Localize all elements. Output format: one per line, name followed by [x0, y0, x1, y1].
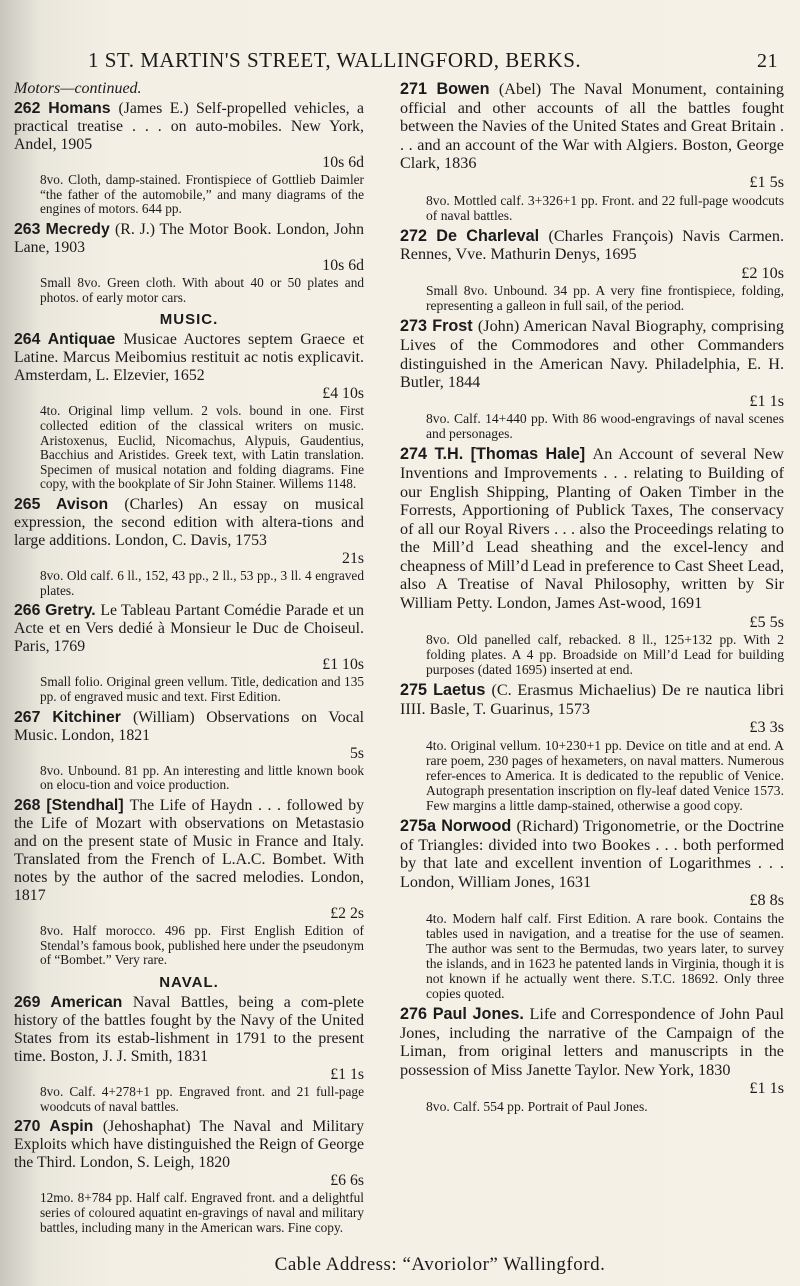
- entry-title: [400, 1005, 784, 1098]
- catalogue-entry: [14, 994, 364, 1114]
- entry-description: 4to. Original limp vellum. 2 vols. bound in one. First collected edition of the classical writers on music. Aristoxenus, Euclid, Nicomachus, Alypuis, Gaudentius, Bacchius and Aristides. Greek text, with Latin translation. Specimen of musical notation and folding diagrams. Fine copy, with the bookplate of Sir John Stainer. Willems 1148.: [40, 403, 364, 492]
- entry-title: [400, 681, 784, 737]
- entry-text: Musicae Auctores septem Graece et Latine. Marcus Meibomius restituit ac notis explicavit. Amsterdam, L. Elzevier, 1652: [14, 331, 364, 385]
- entry-description: 8vo. Unbound. 81 pp. An interesting and little known book on elocu-tion and voice production.: [40, 762, 364, 793]
- catalogue-entry: [400, 317, 784, 441]
- entry-description: Small 8vo. Unbound. 34 pp. A very fine frontispiece, folding, representing a galleon in full sail, of the period.: [426, 283, 784, 314]
- entry-text: (Abel) The Naval Monument, containing official and other accounts of all the battles fought between the Navies of the United States and Great Britain . . . and an account of the War with Algiers. Boston, George Clark, 1836: [400, 80, 784, 173]
- page-header: [88, 48, 778, 73]
- entries-naval: [14, 994, 364, 1235]
- entry-title: [400, 445, 784, 631]
- entry-author: Laetus: [433, 681, 492, 700]
- entry-author: Gretry.: [45, 602, 101, 620]
- entry-description: 12mo. 8+784 pp. Half calf. Engraved front. and a delightful series of coloured aquatint en-gravings of naval and military battles, including many in the American wars. Fine copy.: [40, 1190, 364, 1235]
- entry-text: (Jehoshaphat) The Naval and Military Exploits which have distinguished the Reign of George the Third. London, S. Leigh, 1820: [14, 1118, 364, 1172]
- entry-number: 271: [400, 80, 437, 98]
- entry-number: 263: [14, 220, 46, 238]
- catalogue-entry: [14, 709, 364, 793]
- entry-author: Avison: [56, 496, 125, 514]
- entry-author: Mecredy: [45, 220, 116, 238]
- entry-number: 265: [14, 496, 57, 514]
- entry-title: [14, 709, 364, 763]
- entry-title: [14, 100, 364, 172]
- entries-music: [14, 331, 364, 968]
- catalogue-entry: [14, 1118, 364, 1235]
- entry-author: Bowen: [436, 80, 499, 98]
- entry-description: 8vo. Calf. 14+440 pp. With 86 wood-engravings of naval scenes and personages.: [426, 411, 784, 442]
- entry-title: [14, 602, 364, 674]
- entries-motors: [14, 100, 364, 305]
- entry-price: 21s: [342, 550, 364, 568]
- entry-text: (James E.) Self-propelled vehicles, a practical treatise . . . on auto-mobiles. New York, Andel, 1905: [14, 100, 364, 154]
- entry-price: 10s 6d: [322, 256, 364, 274]
- entry-description: 4to. Modern half calf. First Edition. A rare book. Contains the tables used in navigation, and a treatise for the use of seamen. The author was sent to the Bermudas, two years later, to survey the islands, and in 1623 he patented lands in Virginia, though it is not known if he actually went there. S.T.C. 18692. Only three copies quoted.: [426, 911, 784, 1001]
- entry-price: £1 1s: [749, 391, 784, 410]
- entry-title: [14, 994, 364, 1084]
- entry-description: Small 8vo. Green cloth. With about 40 or 50 plates and photos. of early motor cars.: [40, 274, 364, 305]
- right-column: [400, 80, 784, 1118]
- entry-title: [14, 221, 364, 275]
- entry-author: T.H. [Thomas Hale]: [434, 445, 593, 464]
- entry-number: 266: [14, 602, 46, 620]
- entry-price: £4 10s: [322, 385, 364, 403]
- entry-author: Paul Jones.: [432, 1005, 530, 1023]
- catalogue-entry: [14, 100, 364, 217]
- entry-author: Norwood: [441, 817, 517, 836]
- entry-price: £6 6s: [330, 1172, 364, 1190]
- entry-description: 8vo. Calf. 4+278+1 pp. Engraved front. and 21 full-page woodcuts of naval battles.: [40, 1084, 364, 1114]
- entry-text: (Richard) Trigonometrie, or the Doctrine of Triangles: divided into two Bookes . . . both performed by that late and excellent invention of Logarithmes . . . London, William Jones, 1631: [400, 817, 784, 891]
- entry-price: 10s 6d: [322, 154, 364, 172]
- continued-heading: Motors—continued.: [14, 80, 142, 97]
- catalogue-entry: [14, 221, 364, 305]
- entry-description: 8vo. Cloth, damp-stained. Frontispiece of Gottlieb Daimler “the father of the automobile,” and many diagrams of the engines of motors. 644 pp.: [40, 172, 364, 217]
- entry-number: 262: [14, 100, 49, 117]
- entry-number: 275a: [400, 817, 442, 836]
- catalogue-entry: [14, 496, 364, 598]
- entry-title: [14, 1118, 364, 1190]
- entry-text: (John) American Naval Biography, comprising Lives of the Commodores and other Commanders distinguished in the American Navy. Philadelphia, E. H. Butler, 1844: [400, 317, 784, 392]
- page-number: 21: [757, 50, 778, 72]
- catalogue-entry: [14, 797, 364, 968]
- entry-number: 274: [400, 445, 435, 464]
- entry-title: [14, 797, 364, 923]
- entry-number: 268: [14, 796, 47, 814]
- entry-title: [400, 80, 784, 192]
- entry-author: Aspin: [49, 1118, 103, 1136]
- entry-number: 275: [400, 681, 434, 700]
- catalogue-entry: [400, 817, 784, 1001]
- entry-author: Antiquae: [47, 331, 124, 349]
- entry-text: Le Tableau Partant Comédie Parade et un Acte et en Vers dedié à Monsieur le Duc de Choiseul. Paris, 1769: [14, 602, 364, 656]
- entry-number: 276: [400, 1005, 433, 1023]
- catalogue-entry: [14, 602, 364, 704]
- entry-number: 272: [400, 226, 437, 245]
- entry-price: £1 1s: [330, 1066, 364, 1084]
- entry-title: [14, 496, 364, 568]
- entry-author: Kitchiner: [52, 708, 133, 726]
- entry-text: (William) Observations on Vocal Music. London, 1821: [14, 708, 365, 744]
- entry-number: 267: [14, 708, 53, 726]
- entry-text: (Charles François) Navis Carmen. Rennes, Vve. Mathurin Denys, 1695: [400, 226, 784, 264]
- catalogue-entry: [400, 227, 784, 314]
- entry-text: An Account of several New Inventions and Improvements . . . relating to Building of our English Shipping, Planting of Oaken Timber in the Forrests, Apportioning of Publick Taxes, The conservacy of all our Royal Rivers . . . also the Proceedings relating to the Mill’d Lead sheathing and the excel-lency and cheapness of Mill’d Lead in preference to Cast Sheet Lead, also A Treatise of Naval Philosophy, written by Sir William Petty. London, James Ast-wood, 1691: [400, 445, 784, 613]
- entry-title: [400, 227, 784, 283]
- entry-text: Naval Battles, being a com-plete history of the battles fought by the Navy of the United States from its estab-lishment in 1791 to the present time. Boston, J. J. Smith, 1831: [14, 993, 364, 1065]
- entry-text: The Life of Haydn . . . followed by the Life of Mozart with observations on Metastasio and on the present state of Music in France and Italy. Translated from the French of L.A.C. Bombet. With notes by the author of the sacred melodies. London, 1817: [14, 796, 364, 905]
- cable-address-footer: Cable Address: “Avoriolor” Wallingford.: [274, 1254, 606, 1275]
- entry-text: Life and Correspondence of John Paul Jones, including the narrative of the Campaign of the Liman, from original letters and manuscripts in the possession of Miss Janette Taylor. New York, 1830: [400, 1005, 784, 1079]
- section-title-music: MUSIC.: [159, 311, 219, 329]
- entry-text: (Charles) An essay on musical expression, the second edition with altera-tions and large additions. London, C. Davis, 1753: [14, 496, 364, 550]
- entry-title: [14, 331, 364, 403]
- entry-author: Homans: [48, 100, 119, 117]
- entry-price: 5s: [349, 744, 364, 762]
- catalogue-entry: [400, 1005, 784, 1114]
- entry-price: £2 10s: [741, 263, 784, 282]
- entry-text: (R. J.) The Motor Book. London, John Lane, 1903: [14, 220, 364, 256]
- header-address: 1 ST. MARTIN'S STREET, WALLINGFORD, BERKS.: [88, 48, 582, 72]
- entry-number: 269: [14, 993, 51, 1011]
- entry-description: 8vo. Old calf. 6 ll., 152, 43 pp., 2 ll., 53 pp., 3 ll. 4 engraved plates.: [40, 568, 364, 598]
- entry-author: Frost: [432, 317, 478, 336]
- catalogue-entry: [400, 80, 784, 223]
- entry-price: £2 2s: [330, 905, 364, 923]
- entry-description: 4to. Original vellum. 10+230+1 pp. Device on title and at end. A rare poem, 230 pages of hexameters, on naval matters. Numerous refer-ences to America. It is dedicated to the republic of Venice. Autograph presentation inscription on fly-leaf dated Venice 1573. Few margins a little damp-stained, otherwise a good copy.: [426, 738, 784, 814]
- section-title-naval: NAVAL.: [159, 973, 219, 991]
- entry-title: [400, 317, 784, 410]
- catalogue-entry: [400, 681, 784, 813]
- entry-number: 270: [14, 1118, 50, 1136]
- catalogue-entry: [400, 445, 784, 677]
- entry-text: (C. Erasmus Michaelius) De re nautica libri IIII. Basle, T. Guarinus, 1573: [400, 681, 784, 718]
- entry-price: £5 5s: [749, 612, 784, 631]
- entry-number: 273: [400, 317, 433, 336]
- entry-author: [Stendhal]: [46, 796, 130, 814]
- entry-description: Small folio. Original green vellum. Title, dedication and 135 pp. of engraved music and text. First Edition.: [40, 674, 364, 705]
- entry-description: 8vo. Calf. 554 pp. Portrait of Paul Jones.: [426, 1098, 648, 1114]
- entry-description: 8vo. Mottled calf. 3+326+1 pp. Front. and 22 full-page woodcuts of naval battles.: [426, 192, 784, 223]
- entry-description: 8vo. Half morocco. 496 pp. First English Edition of Stendal’s famous book, published here under the pseudonym of “Bombet.” Very rare.: [40, 923, 364, 968]
- entry-description: 8vo. Old panelled calf, rebacked. 8 ll., 125+132 pp. With 2 folding plates. A 4 pp. Broadside on Mill’d Lead for building purposes (dated 1695) inserted at end.: [426, 632, 784, 678]
- entry-number: 264: [14, 331, 48, 349]
- entries-naval-continued: [400, 80, 784, 1114]
- entry-price: £8 8s: [749, 891, 784, 910]
- entry-title: [400, 817, 784, 910]
- left-column: [14, 80, 364, 1239]
- entry-author: De Charleval: [436, 226, 549, 245]
- entry-price: £1 5s: [749, 172, 784, 191]
- entry-price: £3 3s: [749, 718, 784, 737]
- catalogue-entry: [14, 331, 364, 492]
- entry-price: £1 1s: [749, 1079, 784, 1098]
- entry-price: £1 10s: [322, 656, 364, 674]
- entry-author: American: [50, 993, 133, 1011]
